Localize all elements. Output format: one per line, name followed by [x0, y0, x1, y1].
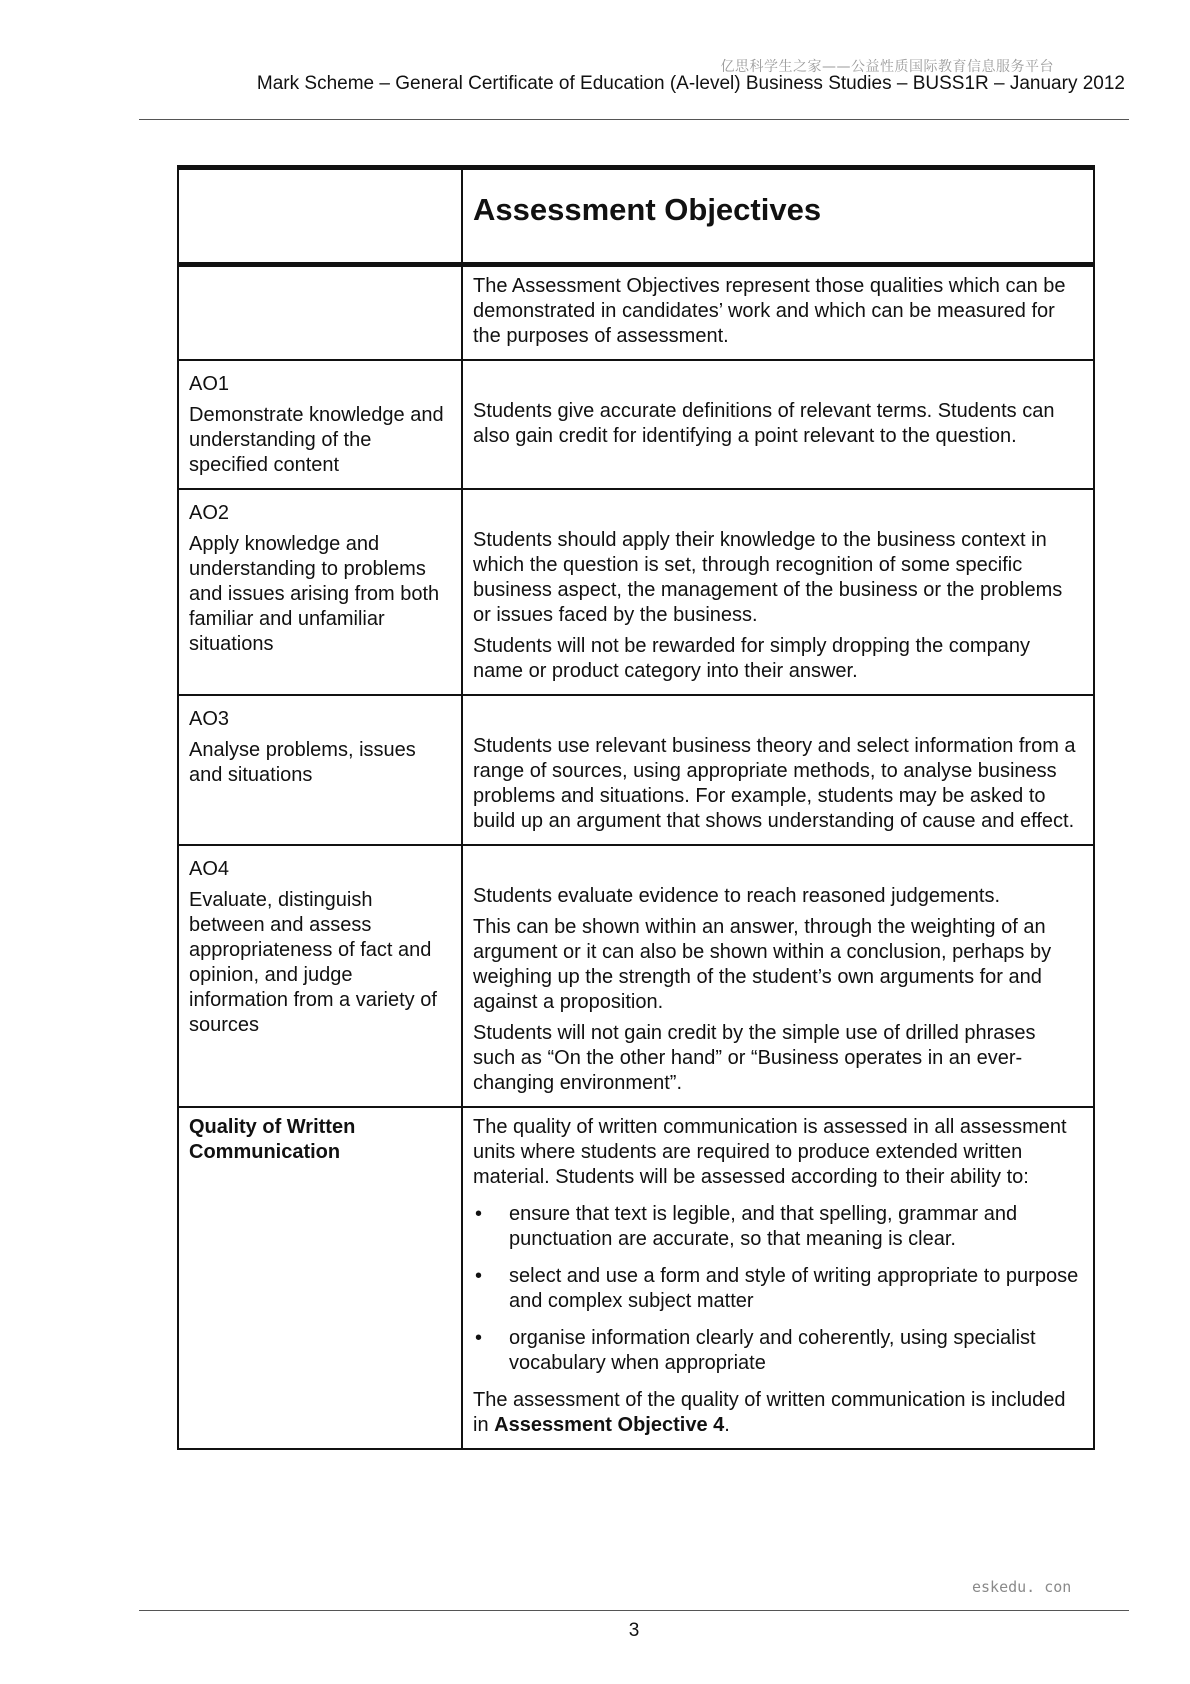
header-empty-cell [178, 168, 462, 265]
ao4-paragraph: This can be shown within an answer, through the weighting of an argument or it can also be shown within a conclusion, perhaps by weighing up the strength of the student’s own arguments for and against a proposition. [473, 916, 1052, 1013]
table-heading: Assessment Objectives [462, 168, 1094, 265]
qwc-detail-cell [462, 1107, 1094, 1449]
ao1-description: Demonstrate knowledge and understanding of the specified content [189, 404, 444, 476]
assessment-objectives-table [177, 165, 1095, 1450]
intro-empty-cell [178, 265, 462, 361]
header-rule [139, 119, 1129, 120]
intro-row [178, 265, 1094, 361]
ao2-label-cell [178, 489, 462, 695]
ao1-label-cell [178, 360, 462, 489]
ao3-row [178, 695, 1094, 845]
ao2-code: AO2 [189, 502, 230, 524]
watermark-bottom: eskedu. con [972, 1578, 1072, 1596]
bullet-icon: • [475, 1203, 483, 1225]
ao1-detail-cell [462, 360, 1094, 489]
bullet-icon: • [475, 1265, 483, 1287]
ao4-paragraph: Students will not gain credit by the simple use of drilled phrases such as “On the other hand” or “Business operates in an ever-changing environment”. [473, 1022, 1036, 1094]
intro-text [462, 265, 1094, 361]
qwc-label-cell [178, 1107, 462, 1449]
qwc-row [178, 1107, 1094, 1449]
bullet-icon: • [475, 1327, 483, 1349]
qwc-label: Quality of Written Communication [189, 1116, 356, 1163]
footer-rule [139, 1610, 1129, 1611]
ao2-paragraph: Students should apply their knowledge to the business context in which the question is set, through recognition of some specific business aspect, the management of the business or the problems or issues faced by the business. [473, 529, 1063, 626]
watermark-top: 亿思科学生之家——公益性质国际教育信息服务平台 [720, 59, 1054, 75]
ao1-row [178, 360, 1094, 489]
list-item-text: organise information clearly and coherently, using specialist vocabulary when appropriate [509, 1327, 1036, 1374]
ao4-paragraph: Students evaluate evidence to reach reasoned judgements. [473, 885, 1001, 907]
list-item [473, 1326, 1083, 1376]
ao3-description: Analyse problems, issues and situations [189, 739, 416, 786]
ao2-row [178, 489, 1094, 695]
ao1-code: AO1 [189, 373, 230, 395]
page-number: 3 [628, 1620, 640, 1641]
ao4-row [178, 845, 1094, 1107]
qwc-closing [473, 1388, 1083, 1438]
ao1-paragraph: Students give accurate definitions of relevant terms. Students can also gain credit for identifying a point relevant to the question. [473, 400, 1055, 447]
ao2-paragraph: Students will not be rewarded for simply dropping the company name or product category into their answer. [473, 635, 1030, 682]
ao2-description: Apply knowledge and understanding to problems and issues arising from both familiar and unfamiliar situations [189, 533, 440, 655]
qwc-closing-prefix: The assessment of the quality of written communication is included in [473, 1389, 1066, 1436]
qwc-closing-bold: Assessment Objective 4 [494, 1414, 725, 1436]
ao3-code: AO3 [189, 708, 230, 730]
ao3-paragraph: Students use relevant business theory and select information from a range of sources, using appropriate methods, to analyse business problems and situations. For example, students may be asked to build up an argument that shows understanding of cause and effect. [473, 735, 1076, 832]
ao3-detail-cell [462, 695, 1094, 845]
ao4-code: AO4 [189, 858, 230, 880]
qwc-closing-suffix: . [724, 1414, 730, 1436]
ao3-label-cell [178, 695, 462, 845]
qwc-bullet-list [473, 1202, 1083, 1376]
list-item-text: select and use a form and style of writing appropriate to purpose and complex subject matter [509, 1265, 1079, 1312]
ao2-detail-cell [462, 489, 1094, 695]
table-header-row [178, 168, 1094, 265]
list-item-text: ensure that text is legible, and that spelling, grammar and punctuation are accurate, so that meaning is clear. [509, 1203, 1018, 1250]
list-item [473, 1202, 1083, 1252]
intro-paragraph: The Assessment Objectives represent those qualities which can be demonstrated in candidates’ work and which can be measured for the purposes of assessment. [473, 275, 1066, 347]
ao4-description: Evaluate, distinguish between and assess appropriateness of fact and opinion, and judge information from a variety of sources [189, 889, 437, 1036]
qwc-intro: The quality of written communication is assessed in all assessment units where students are required to produce extended written material. Students will be assessed according to their ability to: [473, 1116, 1067, 1188]
list-item [473, 1264, 1083, 1314]
ao4-detail-cell [462, 845, 1094, 1107]
page-header-title: Mark Scheme – General Certificate of Education (A-level) Business Studies – BUSS1R – January 2012 [256, 73, 1125, 94]
ao4-label-cell [178, 845, 462, 1107]
